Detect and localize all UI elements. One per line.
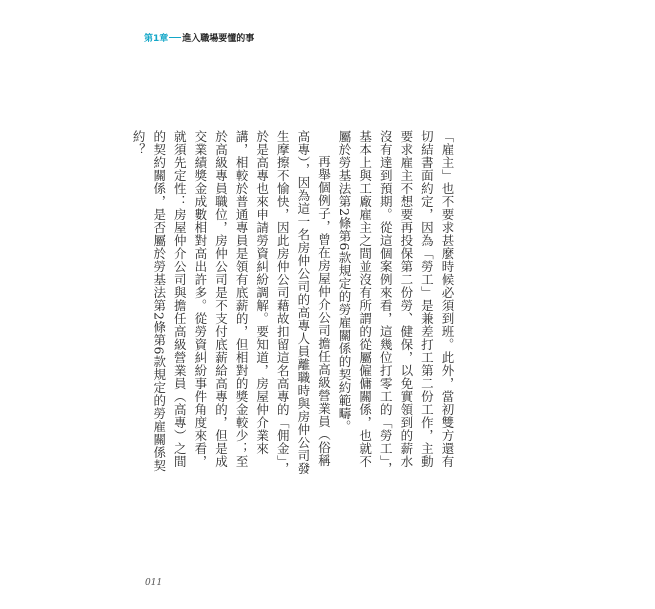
page-number: 011	[145, 578, 163, 588]
chapter-label: 第1章	[144, 33, 169, 44]
body-text	[108, 130, 458, 475]
chapter-header	[144, 30, 254, 44]
paragraph-1: 「雇主」也不要求甚麼時候必須到班。此外，當初雙方還有切結書面約定，因為「勞工」是兼差打工第二份工作，主動要求雇主不想要再投保第二份勞、健保，以免實領到的薪水沒有達到預期。從這個案例來看，這幾位打零工的「勞工」，基本上與工廠雇主之間並沒有所謂的從屬僱傭關係，也就不屬於勞基法第2條第6款規定的勞雇關係的契約範疇。	[337, 130, 455, 475]
chapter-divider	[169, 37, 181, 38]
chapter-title: 進入職場要懂的事	[182, 33, 255, 44]
paragraph-2: 再舉個例子，曾在房屋仲介公司擔任高級營業員（俗稱高專），因為這一名房仲公司的高專人員離職時與房仲公司發生摩擦不愉快，因此房仲公司藉故扣留這名高專的「佣金」，於是高專也來申請勞資糾紛調解。要知道，房屋仲介業來講，相較於普通專員是領有底薪的，但相對的獎金較少；至於高級專員職位，房仲公司是不支付底薪給高專的，但是成交業績獎金成數相對高出許多。從勞資糾紛事件角度來看，就須先定性：房屋仲介公司與擔任高級營業員（高專）之間的契約關係，是否屬於勞基法第2條第6款規定的勞雇關係契約？	[131, 130, 332, 475]
